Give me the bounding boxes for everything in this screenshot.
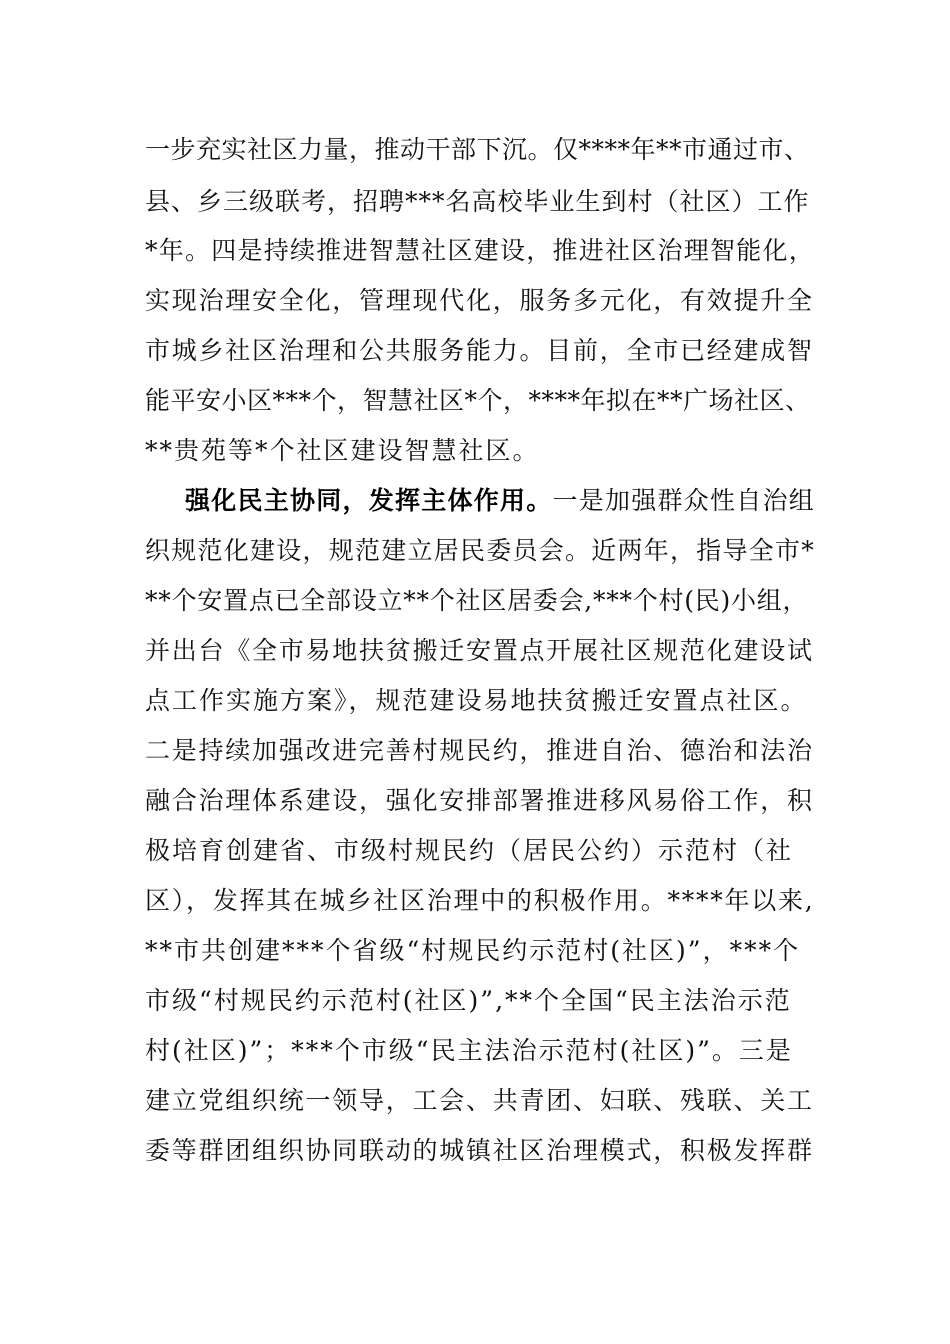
paragraph-1-line-4: 实现治理安全化，管理现代化，服务多元化，有效提升全 [145, 286, 814, 315]
paragraph-1-line-3: *年。四是持续推进智慧社区建设，推进社区治理智能化， [145, 236, 816, 265]
paragraph-1-line-6: 能平安小区***个，智慧社区*个，****年拟在**广场社区、 [145, 386, 811, 415]
paragraph-1-line-7: **贵苑等*个社区建设智慧社区。 [145, 436, 540, 465]
paragraph-1-line-1: 一步充实社区力量，推动干部下沉。仅****年**市通过市、 [145, 135, 810, 164]
paragraph-2-lead-heading: 强化民主协同，发挥主体作用。 [185, 486, 553, 515]
paragraph-2-line-3: **个安置点已全部设立**个社区居委会,***个村(民)小组， [145, 586, 809, 615]
paragraph-2-line-2: 织规范化建设，规范建立居民委员会。近两年，指导全市* [145, 536, 816, 565]
paragraph-2-line-10: **市共创建***个省级“村规民约示范村(社区)”，***个 [145, 936, 801, 965]
paragraph-2-line-14: 委等群团组织协同联动的城镇社区治理模式，积极发挥群 [145, 1136, 814, 1165]
paragraph-2-line-4: 并出台《全市易地扶贫搬迁安置点开展社区规范化建设试 [145, 636, 814, 665]
paragraph-2-line-6: 二是持续加强改进完善村规民约，推进自治、德治和法治 [145, 736, 814, 765]
paragraph-2-line-11: 市级“村规民约示范村(社区)”,**个全国“民主法治示范 [145, 986, 792, 1015]
paragraph-2-line-9: 区），发挥其在城乡社区治理中的积极作用。****年以来, [145, 886, 815, 915]
paragraph-2-line-13: 建立党组织统一领导，工会、共青团、妇联、残联、关工 [145, 1086, 814, 1115]
paragraph-2-line-7: 融合治理体系建设，强化安排部署推进移风易俗工作，积 [145, 786, 814, 815]
paragraph-2-line-12: 村(社区)”；***个市级“民主法治示范村(社区)”。三是 [145, 1036, 793, 1065]
paragraph-2-line-5: 点工作实施方案》，规范建设易地扶贫搬迁安置点社区。 [145, 686, 808, 715]
paragraph-1-line-2: 县、乡三级联考，招聘***名高校毕业生到村（社区）工作 [145, 187, 810, 216]
paragraph-2-first-line [185, 481, 815, 521]
paragraph-1-line-5: 市城乡社区治理和公共服务能力。目前，全市已经建成智 [145, 336, 814, 365]
paragraph-2-first-line-text: 一是加强群众性自治组 [552, 486, 816, 515]
paragraph-2-line-8: 极培育创建省、市级村规民约（居民公约）示范村（社 [145, 836, 794, 865]
